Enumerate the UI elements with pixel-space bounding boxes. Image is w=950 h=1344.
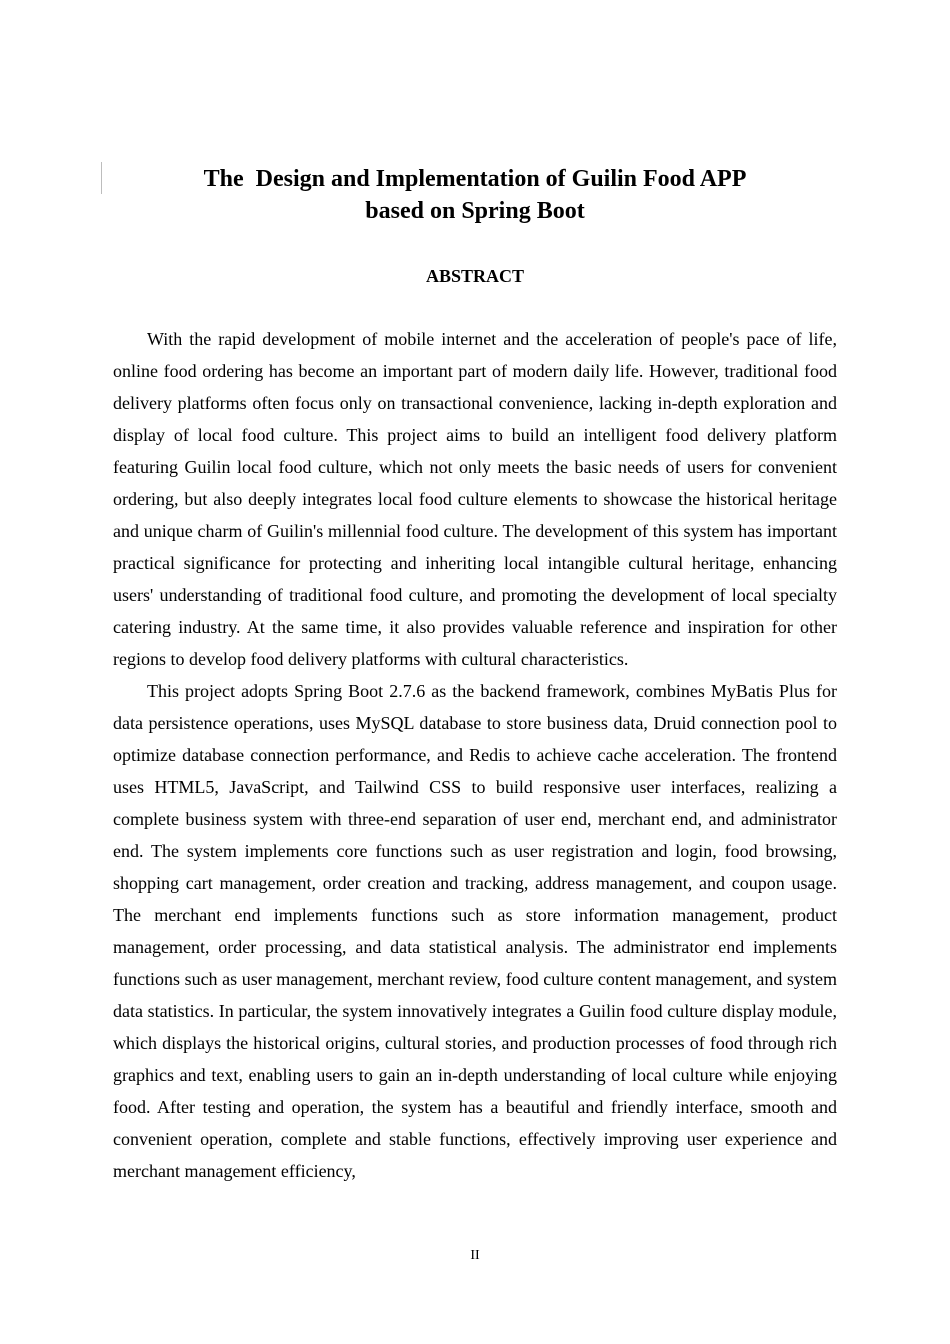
- page-title: [113, 163, 837, 227]
- abstract-paragraph-2: This project adopts Spring Boot 2.7.6 as the backend framework, combines MyBatis Plus for data persistence operations, uses MySQL database to store business data, Druid connection pool to optimize database connection performance, and Redis to achieve cache acceleration. The frontend uses HTML5, JavaScript, and Tailwind CSS to build responsive user interfaces, realizing a complete business system with three-end separation of user end, merchant end, and administrator end. The system implements core functions such as user registration and login, food browsing, shopping cart management, order creation and tracking, address management, and coupon usage. The merchant end implements functions such as store information management, product management, order processing, and data statistical analysis. The administrator end implements functions such as user management, merchant review, food culture content management, and system data statistics. In particular, the system innovatively integrates a Guilin food culture display module, which displays the historical origins, cultural stories, and production processes of food through rich graphics and text, enabling users to gain an in-depth understanding of local culture while enjoying food. After testing and operation, the system has a beautiful and friendly interface, smooth and convenient operation, complete and stable functions, effectively improving user experience and merchant management efficiency,: [113, 681, 837, 1181]
- margin-change-bar: [101, 162, 102, 194]
- title-line-2: based on Spring Boot: [365, 198, 585, 224]
- abstract-heading: ABSTRACT: [425, 266, 525, 286]
- title-line-1: The Design and Implementation of Guilin Food APP: [203, 166, 747, 192]
- abstract-paragraph-1: With the rapid development of mobile internet and the acceleration of people's pace of life, online food ordering has become an important part of modern daily life. However, traditional food delivery platforms often focus only on transactional convenience, lacking in-depth exploration and display of local food culture. This project aims to build an intelligent food delivery platform featuring Guilin local food culture, which not only meets the basic needs of users for convenient ordering, but also deeply integrates local food culture elements to showcase the historical heritage and unique charm of Guilin's millennial food culture. The development of this system has important practical significance for protecting and inheriting local intangible cultural heritage, enhancing users' understanding of traditional food culture, and promoting the development of local specialty catering industry. At the same time, it also provides valuable reference and inspiration for other regions to develop food delivery platforms with cultural characteristics.: [113, 329, 837, 669]
- abstract-body: [113, 323, 837, 1187]
- page-number: II: [470, 1248, 480, 1263]
